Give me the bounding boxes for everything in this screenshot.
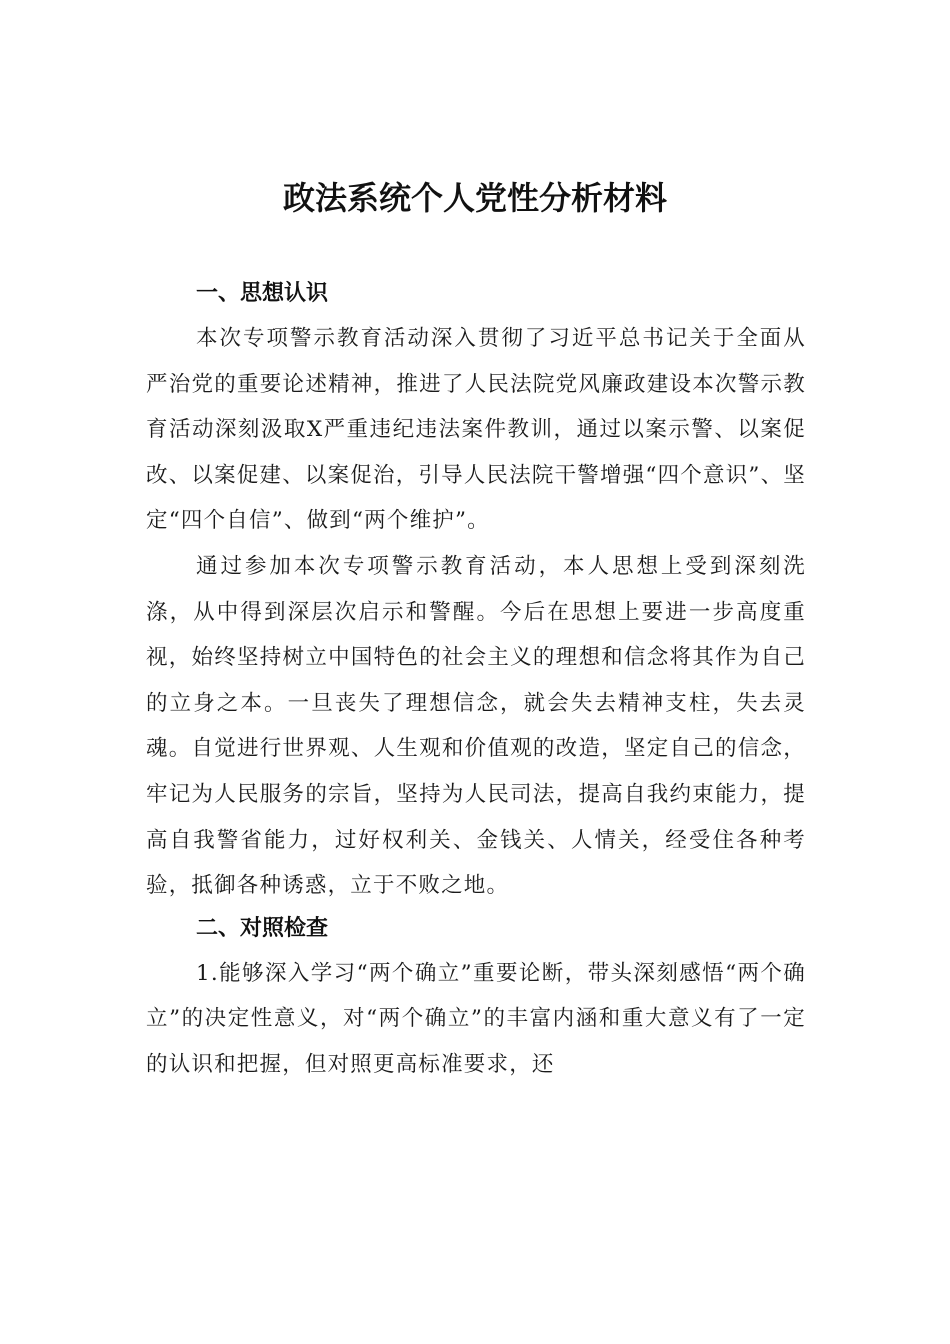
paragraph: 本次专项警示教育活动深入贯彻了习近平总书记关于全面从严治党的重要论述精神，推进了人民法院党风廉政建设本次警示教育活动深刻汲取X严重违纪违法案件教训，通过以案示警、以案促改、以案促建、以案促治，引导人民法院干警增强“四个意识”、坚定“四个自信”、做到“两个维护”。: [146, 326, 806, 534]
paragraph: 通过参加本次专项警示教育活动，本人思想上受到深刻洗涤，从中得到深层次启示和警醒。今后在思想上要进一步高度重视，始终坚持树立中国特色的社会主义的理想和信念将其作为自己的立身之本。一旦丧失了理想信念，就会失去精神支柱，失去灵魂。自觉进行世界观、人生观和价值观的改造，坚定自己的信念，牢记为人民服务的宗旨，坚持为人民司法，提高自我约束能力，提高自我警省能力，过好权利关、金钱关、人情关，经受住各种考验，抵御各种诱惑，立于不败之地。: [146, 553, 806, 899]
paragraph: 1.能够深入学习“两个确立”重要论断，带头深刻感悟“两个确立”的决定性意义，对“两个确立”的丰富内涵和重大意义有了一定的认识和把握，但对照更高标准要求，还: [146, 960, 806, 1077]
document-title: 政法系统个人党性分析材料: [282, 179, 667, 217]
section-heading-thinking: 一、思想认识: [196, 281, 329, 306]
document-body: [146, 274, 806, 1088]
section-heading-check: 二、对照检查: [196, 915, 329, 941]
